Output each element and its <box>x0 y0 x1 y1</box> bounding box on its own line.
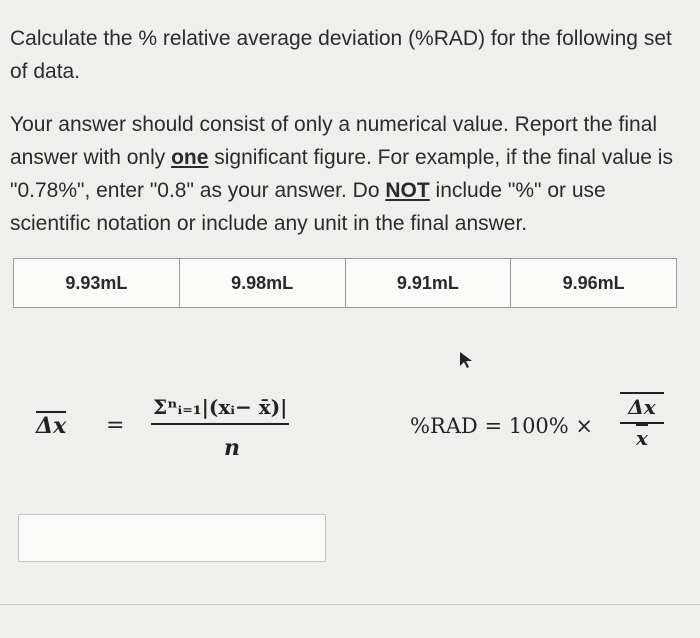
emphasis-not: NOT <box>385 179 430 202</box>
emphasis-one: one <box>171 146 209 169</box>
rad-fraction <box>620 392 664 450</box>
table-row <box>14 259 677 308</box>
rad-numerator: Δx <box>620 392 664 424</box>
data-table <box>13 258 677 308</box>
answer-input[interactable] <box>18 514 326 562</box>
formula-equals: = <box>106 413 125 438</box>
formula-denominator: n <box>224 435 240 461</box>
divider <box>0 604 700 605</box>
table-cell: 9.98mL <box>179 259 345 308</box>
question-prompt <box>10 22 692 88</box>
instructions-part-3: include "%" or use scientific notation or include any unit in the final answer. <box>10 179 606 235</box>
formula-lhs: Δx <box>36 413 67 439</box>
instructions-part-1: Your answer should consist of only a numerical value. Report the final answer with only <box>10 113 658 169</box>
rad-formula-lhs: %RAD = 100% × <box>410 414 594 438</box>
table-cell: 9.91mL <box>345 259 511 308</box>
table-cell: 9.93mL <box>14 259 180 308</box>
average-deviation-formula <box>36 395 326 465</box>
question-instructions <box>10 108 692 240</box>
rad-formula <box>410 390 690 470</box>
mouse-cursor-icon <box>456 350 476 370</box>
formula-numerator: Σⁿᵢ₌₁|(xᵢ− x̄)| <box>151 395 289 425</box>
rad-denominator: x <box>636 426 648 450</box>
table-cell: 9.96mL <box>511 259 677 308</box>
instructions-part-2: significant figure. For example, if the final value is "0.78%", enter "0.8" as your answer. Do <box>10 146 673 202</box>
question-line: Calculate the % relative average deviation (%RAD) for the following set of data. <box>10 27 672 83</box>
